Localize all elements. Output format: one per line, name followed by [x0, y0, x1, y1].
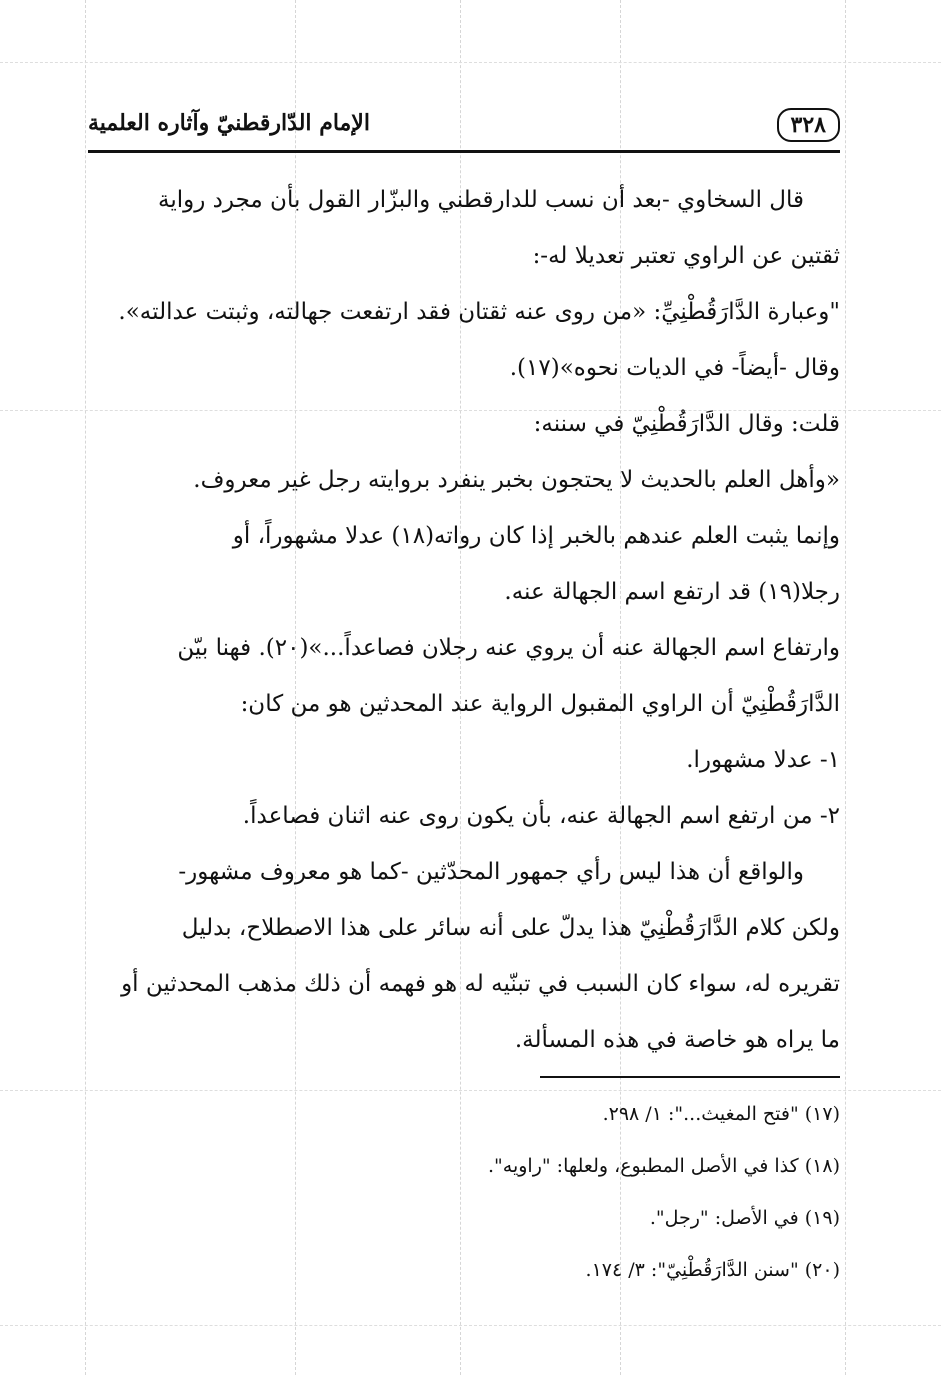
- text-line: والواقع أن هذا ليس رأي جمهور المحدّثين -كما هو معروف مشهور-: [178, 859, 804, 885]
- scan-guide-line: [0, 1325, 941, 1326]
- text-line: رجلا(١٩) قد ارتفع اسم الجهالة عنه.: [504, 579, 840, 605]
- text-line: الدَّارَقُطْنِيّ أن الراوي المقبول الرواية عند المحدثين هو من كان:: [240, 691, 840, 717]
- body-text: [88, 172, 840, 1068]
- text-line: وارتفاع اسم الجهالة عنه أن يروي عنه رجلان فصاعداً...»(٢٠). فهنا بيّن: [177, 635, 840, 661]
- footnote: (٢٠) "سنن الدَّارَقُطْنِيّ": ٣/ ١٧٤.: [585, 1259, 840, 1281]
- text-line: ولكن كلام الدَّارَقُطْنِيّ هذا يدلّ على أنه سائر على هذا الاصطلاح، بدليل: [181, 915, 840, 941]
- text-line: وقال -أيضاً- في الديات نحوه»(١٧).: [509, 355, 840, 381]
- scan-guide-line: [845, 0, 846, 1375]
- text-line: ثقتين عن الراوي تعتبر تعديلا له-:: [532, 243, 840, 269]
- text-line: قال السخاوي -بعد أن نسب للدارقطني والبزّار القول بأن مجرد رواية: [158, 187, 804, 213]
- page-number: ٣٢٨: [777, 108, 840, 142]
- scan-guide-line: [85, 0, 86, 1375]
- running-title: الإمام الدّارقطنيّ وآثاره العلمية: [88, 110, 370, 136]
- text-line: وإنما يثبت العلم عندهم بالخبر إذا كان رواته(١٨) عدلا مشهوراً، أو: [232, 523, 840, 549]
- text-line: قلت: وقال الدَّارَقُطْنِيّ في سننه:: [533, 411, 840, 437]
- footnotes: [88, 1088, 840, 1296]
- text-line: تقريره له، سواء كان السبب في تبنّيه له هو فهمه أن ذلك مذهب المحدثين أو: [121, 971, 840, 997]
- footnote: (١٧) "فتح المغيث...": ١/ ٢٩٨.: [602, 1103, 840, 1125]
- scan-guide-line: [0, 62, 941, 63]
- text-line: ١- عدلا مشهورا.: [686, 747, 840, 773]
- page-header: [88, 108, 840, 152]
- text-line: "وعبارة الدَّارَقُطْنِيِّ: «من روى عنه ثقتان فقد ارتفعت جهالته، وثبتت عدالته».: [118, 299, 840, 325]
- text-line: «وأهل العلم بالحديث لا يحتجون بخبر ينفرد بروايته رجل غير معروف.: [193, 467, 840, 493]
- footnote: (١٩) في الأصل: "رجل".: [649, 1207, 840, 1229]
- text-line: ما يراه هو خاصة في هذه المسألة.: [514, 1027, 840, 1053]
- text-line: ٢- من ارتفع اسم الجهالة عنه، بأن يكون روى عنه اثنان فصاعداً.: [242, 803, 840, 829]
- footnote: (١٨) كذا في الأصل المطبوع، ولعلها: "راويه".: [488, 1155, 840, 1177]
- header-rule: [88, 150, 840, 153]
- footnote-rule: [540, 1076, 840, 1078]
